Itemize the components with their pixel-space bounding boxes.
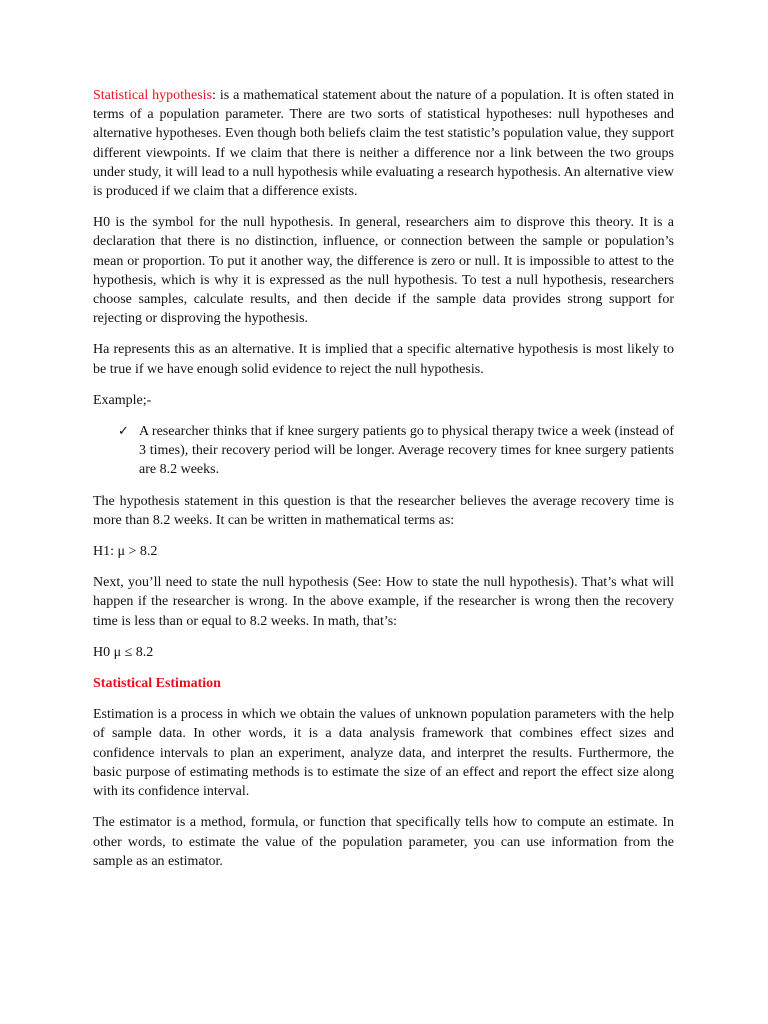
formula-h0: H0 μ ≤ 8.2 (93, 644, 154, 660)
paragraph-null-hypothesis: H0 is the symbol for the null hypothesis. In general, researchers aim to disprove this theory. It is a declaration that there is no distinction, influence, or connection between the sample or population’s mean or proportion. To put it another way, the difference is zero or null. It is impossible to attest to the hypothesis, which is why it is expressed as the null hypothesis. To test a null hypothesis, researchers choose samples, calculate results, and then decide if the sample data provides strong support for rejecting or disproving the hypothesis. (93, 215, 674, 327)
example-label: Example;- (93, 392, 152, 408)
paragraph-hypothesis-statement: The hypothesis statement in this question is that the researcher believes the average recovery time is more than 8.2 weeks. It can be written in mathematical terms as: (93, 493, 674, 528)
paragraph-alternative-hypothesis: Ha represents this as an alternative. It is implied that a specific alternative hypothesis is most likely to be true if we have enough solid evidence to reject the null hypothesis. (93, 342, 674, 377)
example-list (93, 422, 674, 480)
paragraph-null-statement: Next, you’ll need to state the null hypothesis (See: How to state the null hypothesis). That’s what will happen if the researcher is wrong. In the above example, if the researcher is wrong then the recovery time is less than or equal to 8.2 weeks. In math, that’s: (93, 575, 674, 629)
list-item (118, 422, 674, 480)
formula-h1: H1: μ > 8.2 (93, 544, 158, 560)
paragraph-estimator: The estimator is a method, formula, or function that specifically tells how to compute an estimate. In other words, to estimate the value of the population parameter, you can use information from the sample as an estimator. (93, 815, 674, 869)
list-item-text: A researcher thinks that if knee surgery patients go to physical therapy twice a week (instead of 3 times), their recovery period will be longer. Average recovery times for knee surgery patients are 8.2 weeks. (139, 424, 674, 478)
term-statistical-hypothesis: Statistical hypothesis (93, 88, 213, 103)
checkmark-icon: ✓ (118, 424, 129, 440)
document-page (93, 86, 674, 883)
heading-statistical-estimation: Statistical Estimation (93, 676, 221, 692)
paragraph-statistical-hypothesis (93, 86, 674, 201)
paragraph-text: : is a mathematical statement about the nature of a population. It is often stated in terms of a population parameter. There are two sorts of statistical hypotheses: null hypotheses and alternative hypotheses. Even though both beliefs claim the test statistic’s population value, they support different viewpoints. If we claim that there is neither a difference nor a link between the two groups under study, it will lead to a null hypothesis while evaluating a research hypothesis. An alternative view is produced if we claim that a difference exists. (93, 88, 674, 200)
paragraph-estimation: Estimation is a process in which we obtain the values of unknown population parameters with the help of sample data. In other words, it is a data analysis framework that combines effect sizes and confidence intervals to plan an experiment, analyze data, and interpret the results. Furthermore, the basic purpose of estimating methods is to estimate the size of an effect and report the effect size along with its confidence interval. (93, 707, 674, 800)
